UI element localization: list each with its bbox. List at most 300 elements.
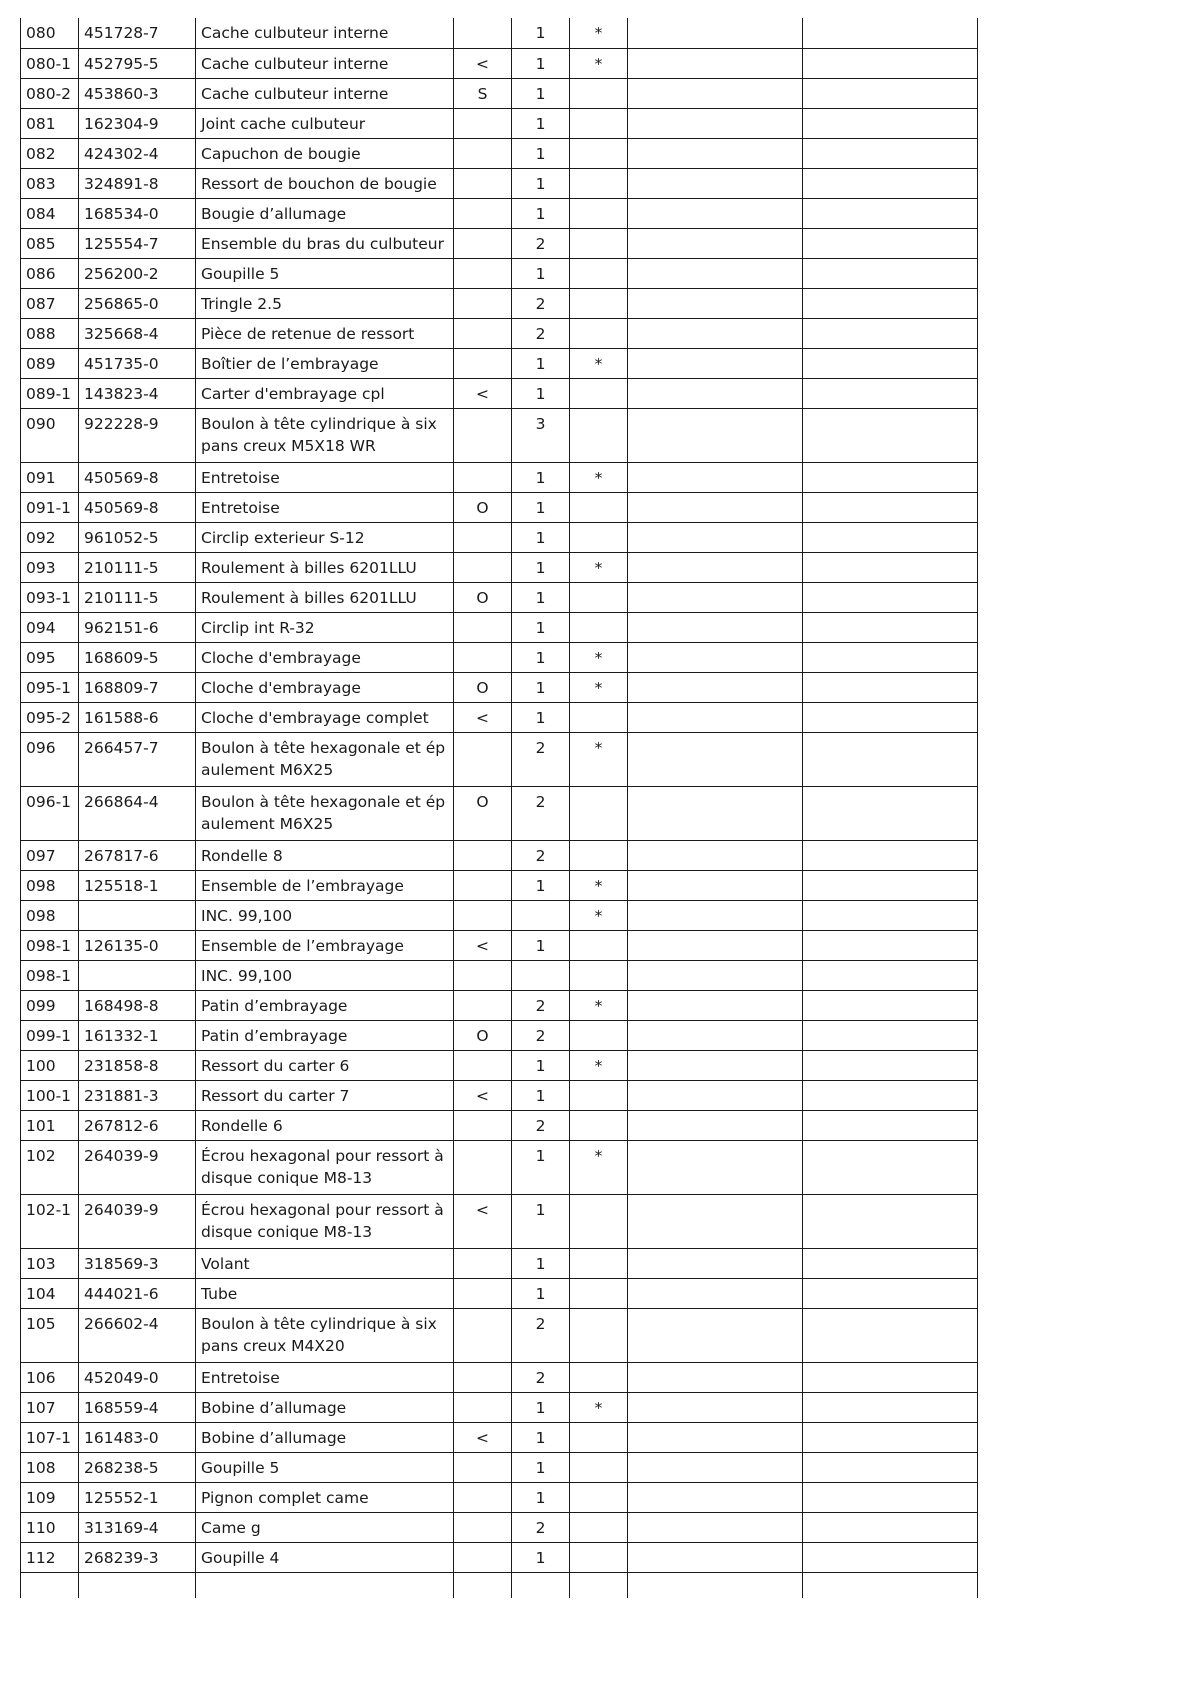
part-description-cell: Came g	[196, 1512, 454, 1542]
part-quantity-cell: 1	[512, 168, 570, 198]
table-row	[21, 1020, 978, 1050]
empty-cell	[628, 1392, 803, 1422]
part-description-cell: Boulon à tête cylindrique à six pans creux M4X20	[196, 1308, 454, 1362]
part-quantity-cell: 2	[512, 990, 570, 1020]
empty-cell	[628, 18, 803, 48]
empty-cell	[454, 1572, 512, 1598]
table-row	[21, 522, 978, 552]
part-description-cell: Volant	[196, 1248, 454, 1278]
empty-cell	[570, 1572, 628, 1598]
part-mark-cell	[570, 582, 628, 612]
empty-cell	[628, 78, 803, 108]
part-description-cell: Cloche d'embrayage	[196, 672, 454, 702]
part-ref-cell: 102	[21, 1140, 79, 1194]
table-row	[21, 870, 978, 900]
part-ref-cell: 098	[21, 870, 79, 900]
empty-cell	[628, 1452, 803, 1482]
part-number-cell: 266864-4	[79, 786, 196, 840]
part-note-cell	[454, 462, 512, 492]
empty-cell	[628, 672, 803, 702]
part-quantity-cell: 1	[512, 462, 570, 492]
empty-cell	[628, 138, 803, 168]
part-note-cell: O	[454, 786, 512, 840]
part-number-cell: 444021-6	[79, 1278, 196, 1308]
table-row	[21, 78, 978, 108]
part-quantity-cell: 1	[512, 522, 570, 552]
part-note-cell: O	[454, 492, 512, 522]
part-mark-cell	[570, 1248, 628, 1278]
empty-cell	[803, 318, 978, 348]
part-note-cell	[454, 612, 512, 642]
empty-cell	[512, 1572, 570, 1598]
part-note-cell	[454, 18, 512, 48]
part-mark-cell	[570, 492, 628, 522]
part-quantity-cell: 1	[512, 930, 570, 960]
empty-cell	[803, 1482, 978, 1512]
part-number-cell: 125552-1	[79, 1482, 196, 1512]
part-description-cell: Goupille 5	[196, 1452, 454, 1482]
part-number-cell: 266457-7	[79, 732, 196, 786]
part-note-cell	[454, 1140, 512, 1194]
part-description-cell: Écrou hexagonal pour ressort à disque conique M8-13	[196, 1140, 454, 1194]
part-quantity-cell: 2	[512, 1362, 570, 1392]
part-description-cell: Entretoise	[196, 462, 454, 492]
empty-cell	[628, 288, 803, 318]
part-quantity-cell: 1	[512, 78, 570, 108]
part-number-cell: 324891-8	[79, 168, 196, 198]
part-ref-cell: 096-1	[21, 786, 79, 840]
part-number-cell: 168609-5	[79, 642, 196, 672]
empty-cell	[628, 1020, 803, 1050]
part-number-cell: 424302-4	[79, 138, 196, 168]
empty-cell	[803, 348, 978, 378]
part-mark-cell	[570, 1020, 628, 1050]
empty-cell	[803, 1422, 978, 1452]
part-note-cell: O	[454, 1020, 512, 1050]
part-description-cell: Tringle 2.5	[196, 288, 454, 318]
table-row	[21, 408, 978, 462]
part-note-cell	[454, 1308, 512, 1362]
part-ref-cell: 082	[21, 138, 79, 168]
part-ref-cell: 083	[21, 168, 79, 198]
empty-cell	[803, 1140, 978, 1194]
part-note-cell	[454, 138, 512, 168]
empty-cell	[803, 522, 978, 552]
part-description-cell: Cloche d'embrayage complet	[196, 702, 454, 732]
part-description-cell: Ensemble de l’embrayage	[196, 870, 454, 900]
part-number-cell: 161588-6	[79, 702, 196, 732]
part-description-cell: Boulon à tête cylindrique à six pans creux M5X18 WR	[196, 408, 454, 462]
part-number-cell: 961052-5	[79, 522, 196, 552]
part-description-cell: Cache culbuteur interne	[196, 78, 454, 108]
part-note-cell	[454, 408, 512, 462]
part-ref-cell: 100-1	[21, 1080, 79, 1110]
part-number-cell: 210111-5	[79, 582, 196, 612]
part-mark-cell: *	[570, 48, 628, 78]
part-note-cell: <	[454, 930, 512, 960]
table-row	[21, 228, 978, 258]
part-mark-cell: *	[570, 1392, 628, 1422]
part-mark-cell	[570, 1422, 628, 1452]
empty-cell	[803, 1512, 978, 1542]
part-mark-cell	[570, 168, 628, 198]
empty-cell	[628, 522, 803, 552]
part-ref-cell: 091	[21, 462, 79, 492]
part-mark-cell	[570, 1278, 628, 1308]
empty-cell	[803, 1278, 978, 1308]
part-number-cell: 256200-2	[79, 258, 196, 288]
part-ref-cell: 088	[21, 318, 79, 348]
part-mark-cell	[570, 288, 628, 318]
empty-cell	[803, 1194, 978, 1248]
part-number-cell: 268239-3	[79, 1542, 196, 1572]
empty-cell	[628, 492, 803, 522]
part-note-cell: <	[454, 1080, 512, 1110]
part-number-cell: 268238-5	[79, 1452, 196, 1482]
part-number-cell: 452795-5	[79, 48, 196, 78]
part-note-cell	[454, 552, 512, 582]
table-row	[21, 840, 978, 870]
table-row	[21, 1362, 978, 1392]
part-ref-cell: 091-1	[21, 492, 79, 522]
part-quantity-cell: 1	[512, 1392, 570, 1422]
table-row	[21, 960, 978, 990]
part-quantity-cell: 2	[512, 1020, 570, 1050]
part-number-cell: 325668-4	[79, 318, 196, 348]
part-mark-cell	[570, 522, 628, 552]
part-note-cell	[454, 1050, 512, 1080]
empty-cell	[803, 552, 978, 582]
part-note-cell	[454, 732, 512, 786]
part-number-cell: 452049-0	[79, 1362, 196, 1392]
part-mark-cell	[570, 1452, 628, 1482]
empty-cell	[628, 48, 803, 78]
table-row	[21, 48, 978, 78]
part-note-cell	[454, 1248, 512, 1278]
part-mark-cell: *	[570, 552, 628, 582]
part-note-cell	[454, 1482, 512, 1512]
part-ref-cell: 098-1	[21, 960, 79, 990]
empty-cell	[803, 378, 978, 408]
table-row	[21, 168, 978, 198]
table-row	[21, 930, 978, 960]
part-mark-cell: *	[570, 642, 628, 672]
empty-cell	[803, 1572, 978, 1598]
empty-cell	[803, 642, 978, 672]
empty-cell	[628, 990, 803, 1020]
part-description-cell: Patin d’embrayage	[196, 990, 454, 1020]
part-mark-cell: *	[570, 672, 628, 702]
part-description-cell: Cache culbuteur interne	[196, 48, 454, 78]
part-number-cell: 450569-8	[79, 462, 196, 492]
empty-cell	[628, 786, 803, 840]
part-number-cell: 125518-1	[79, 870, 196, 900]
part-quantity-cell: 2	[512, 288, 570, 318]
part-quantity-cell: 2	[512, 318, 570, 348]
part-ref-cell: 080-1	[21, 48, 79, 78]
part-note-cell	[454, 1362, 512, 1392]
part-number-cell: 266602-4	[79, 1308, 196, 1362]
empty-cell	[628, 228, 803, 258]
empty-cell	[628, 900, 803, 930]
parts-table	[20, 18, 978, 1598]
part-number-cell: 267812-6	[79, 1110, 196, 1140]
part-description-cell: Rondelle 6	[196, 1110, 454, 1140]
part-ref-cell: 099-1	[21, 1020, 79, 1050]
part-mark-cell	[570, 930, 628, 960]
empty-cell	[803, 138, 978, 168]
empty-cell	[628, 1308, 803, 1362]
table-row	[21, 1110, 978, 1140]
part-ref-cell: 094	[21, 612, 79, 642]
part-description-cell: Ressort du carter 7	[196, 1080, 454, 1110]
part-number-cell: 161483-0	[79, 1422, 196, 1452]
table-row	[21, 492, 978, 522]
part-quantity-cell: 1	[512, 492, 570, 522]
part-note-cell	[454, 228, 512, 258]
part-quantity-cell: 1	[512, 672, 570, 702]
table-row-continuation	[21, 1572, 978, 1598]
table-row	[21, 108, 978, 138]
part-mark-cell	[570, 1308, 628, 1362]
part-ref-cell: 109	[21, 1482, 79, 1512]
empty-cell	[803, 960, 978, 990]
empty-cell	[803, 78, 978, 108]
empty-cell	[628, 732, 803, 786]
part-quantity-cell: 1	[512, 642, 570, 672]
part-description-cell: Patin d’embrayage	[196, 1020, 454, 1050]
part-description-cell: Roulement à billes 6201LLU	[196, 552, 454, 582]
empty-cell	[803, 1452, 978, 1482]
part-note-cell	[454, 522, 512, 552]
part-description-cell: Ensemble du bras du culbuteur	[196, 228, 454, 258]
part-quantity-cell: 2	[512, 840, 570, 870]
part-description-cell: Carter d'embrayage cpl	[196, 378, 454, 408]
part-mark-cell: *	[570, 990, 628, 1020]
part-ref-cell: 106	[21, 1362, 79, 1392]
part-number-cell: 210111-5	[79, 552, 196, 582]
empty-cell	[803, 18, 978, 48]
part-quantity-cell: 1	[512, 1422, 570, 1452]
part-number-cell: 256865-0	[79, 288, 196, 318]
empty-cell	[803, 492, 978, 522]
part-note-cell: <	[454, 1194, 512, 1248]
part-number-cell: 168559-4	[79, 1392, 196, 1422]
empty-cell	[803, 900, 978, 930]
part-ref-cell: 107	[21, 1392, 79, 1422]
table-row	[21, 318, 978, 348]
table-row	[21, 1482, 978, 1512]
empty-cell	[196, 1572, 454, 1598]
table-row	[21, 1542, 978, 1572]
part-number-cell: 922228-9	[79, 408, 196, 462]
part-quantity-cell: 1	[512, 1140, 570, 1194]
part-quantity-cell: 1	[512, 108, 570, 138]
empty-cell	[803, 732, 978, 786]
part-note-cell	[454, 960, 512, 990]
part-description-cell: Bobine d’allumage	[196, 1422, 454, 1452]
part-mark-cell	[570, 1542, 628, 1572]
part-note-cell	[454, 348, 512, 378]
empty-cell	[803, 198, 978, 228]
empty-cell	[628, 552, 803, 582]
empty-cell	[803, 228, 978, 258]
part-mark-cell: *	[570, 732, 628, 786]
part-number-cell: 126135-0	[79, 930, 196, 960]
table-row	[21, 1308, 978, 1362]
empty-cell	[628, 582, 803, 612]
part-ref-cell: 087	[21, 288, 79, 318]
part-ref-cell: 084	[21, 198, 79, 228]
part-note-cell	[454, 1452, 512, 1482]
part-ref-cell: 093-1	[21, 582, 79, 612]
empty-cell	[803, 1362, 978, 1392]
empty-cell	[628, 612, 803, 642]
part-description-cell: Cloche d'embrayage	[196, 642, 454, 672]
part-ref-cell: 093	[21, 552, 79, 582]
empty-cell	[79, 1572, 196, 1598]
part-ref-cell: 105	[21, 1308, 79, 1362]
part-description-cell: Roulement à billes 6201LLU	[196, 582, 454, 612]
part-quantity-cell: 2	[512, 1110, 570, 1140]
part-number-cell: 264039-9	[79, 1140, 196, 1194]
part-note-cell	[454, 288, 512, 318]
table-row	[21, 18, 978, 48]
part-mark-cell	[570, 378, 628, 408]
part-mark-cell	[570, 318, 628, 348]
part-note-cell: O	[454, 582, 512, 612]
part-note-cell	[454, 318, 512, 348]
part-number-cell	[79, 960, 196, 990]
empty-cell	[803, 108, 978, 138]
part-description-cell: Goupille 5	[196, 258, 454, 288]
part-note-cell	[454, 1278, 512, 1308]
part-number-cell: 162304-9	[79, 108, 196, 138]
part-ref-cell: 101	[21, 1110, 79, 1140]
empty-cell	[803, 258, 978, 288]
empty-cell	[628, 1482, 803, 1512]
part-description-cell: INC. 99,100	[196, 900, 454, 930]
part-mark-cell: *	[570, 900, 628, 930]
part-ref-cell: 098-1	[21, 930, 79, 960]
empty-cell	[628, 1050, 803, 1080]
parts-table-body	[21, 18, 978, 1598]
part-number-cell: 453860-3	[79, 78, 196, 108]
part-quantity-cell: 1	[512, 612, 570, 642]
part-number-cell: 161332-1	[79, 1020, 196, 1050]
part-description-cell: Ressort de bouchon de bougie	[196, 168, 454, 198]
empty-cell	[803, 786, 978, 840]
part-ref-cell: 110	[21, 1512, 79, 1542]
part-note-cell	[454, 1110, 512, 1140]
table-row	[21, 552, 978, 582]
part-quantity-cell: 1	[512, 1482, 570, 1512]
table-row	[21, 1248, 978, 1278]
part-number-cell: 451728-7	[79, 18, 196, 48]
empty-cell	[21, 1572, 79, 1598]
table-row	[21, 702, 978, 732]
part-ref-cell: 097	[21, 840, 79, 870]
part-mark-cell	[570, 1362, 628, 1392]
part-note-cell	[454, 198, 512, 228]
part-number-cell: 450569-8	[79, 492, 196, 522]
part-ref-cell: 112	[21, 1542, 79, 1572]
empty-cell	[803, 702, 978, 732]
part-quantity-cell: 1	[512, 1452, 570, 1482]
part-description-cell: Joint cache culbuteur	[196, 108, 454, 138]
empty-cell	[803, 1308, 978, 1362]
part-mark-cell	[570, 1110, 628, 1140]
part-mark-cell	[570, 612, 628, 642]
table-row	[21, 612, 978, 642]
part-ref-cell: 098	[21, 900, 79, 930]
part-note-cell	[454, 870, 512, 900]
empty-cell	[628, 1542, 803, 1572]
part-quantity-cell: 3	[512, 408, 570, 462]
empty-cell	[628, 870, 803, 900]
part-mark-cell	[570, 198, 628, 228]
part-mark-cell: *	[570, 870, 628, 900]
part-quantity-cell: 1	[512, 258, 570, 288]
part-mark-cell	[570, 228, 628, 258]
part-quantity-cell	[512, 960, 570, 990]
part-ref-cell: 099	[21, 990, 79, 1020]
table-row	[21, 1422, 978, 1452]
empty-cell	[628, 930, 803, 960]
table-row	[21, 138, 978, 168]
part-description-cell: Pignon complet came	[196, 1482, 454, 1512]
part-number-cell: 143823-4	[79, 378, 196, 408]
part-mark-cell	[570, 786, 628, 840]
part-description-cell: Capuchon de bougie	[196, 138, 454, 168]
part-quantity-cell: 2	[512, 228, 570, 258]
part-note-cell: S	[454, 78, 512, 108]
part-mark-cell	[570, 138, 628, 168]
table-row	[21, 462, 978, 492]
part-quantity-cell: 1	[512, 18, 570, 48]
part-ref-cell: 089	[21, 348, 79, 378]
empty-cell	[628, 1080, 803, 1110]
part-ref-cell: 095-2	[21, 702, 79, 732]
part-note-cell	[454, 990, 512, 1020]
empty-cell	[628, 348, 803, 378]
part-mark-cell	[570, 1482, 628, 1512]
table-row	[21, 672, 978, 702]
table-row	[21, 582, 978, 612]
part-ref-cell: 095	[21, 642, 79, 672]
part-ref-cell: 102-1	[21, 1194, 79, 1248]
part-note-cell: <	[454, 48, 512, 78]
part-mark-cell: *	[570, 1050, 628, 1080]
part-quantity-cell: 1	[512, 582, 570, 612]
part-mark-cell	[570, 408, 628, 462]
empty-cell	[628, 168, 803, 198]
table-row	[21, 786, 978, 840]
table-row	[21, 1140, 978, 1194]
empty-cell	[803, 612, 978, 642]
part-mark-cell	[570, 108, 628, 138]
part-ref-cell: 081	[21, 108, 79, 138]
part-description-cell: Bougie d’allumage	[196, 198, 454, 228]
part-note-cell	[454, 1392, 512, 1422]
part-quantity-cell: 2	[512, 1512, 570, 1542]
part-quantity-cell: 1	[512, 378, 570, 408]
part-note-cell: <	[454, 1422, 512, 1452]
empty-cell	[803, 48, 978, 78]
part-mark-cell: *	[570, 462, 628, 492]
empty-cell	[803, 408, 978, 462]
table-row	[21, 1050, 978, 1080]
